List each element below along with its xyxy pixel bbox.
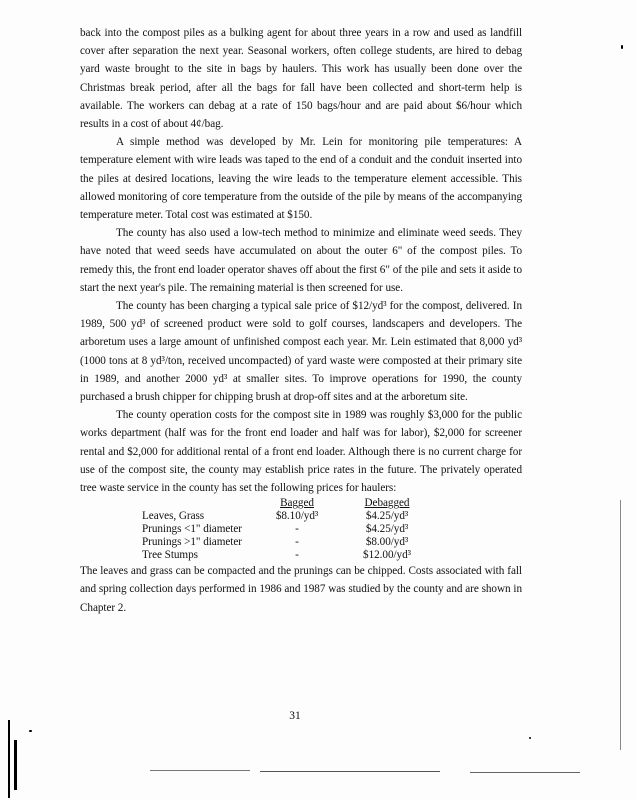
table-cell-debagged: $12.00/yd³ xyxy=(363,549,411,562)
price-table-container xyxy=(142,497,442,562)
paragraph-2: A simple method was developed by Mr. Lein for monitoring pile temperatures: A temperature element with wire leads was taped to the end of a conduit and the conduit inserted into the piles at desired locations, leaving the wire leads to the temperature element accessible. This allowed monitoring of core temperature from the outside of the pile by means of the accompanying temperature meter. Total cost was estimated at $150. xyxy=(80,136,522,222)
table-cell-debagged: $4.25/yd³ xyxy=(365,523,409,536)
table-cell-item: Prunings >1" diameter xyxy=(142,536,242,549)
scan-edge-mark xyxy=(8,720,10,798)
table-cell-item: Prunings <1" diameter xyxy=(142,523,242,536)
table-cell-bagged: - xyxy=(295,536,299,549)
table-cell-item: Leaves, Grass xyxy=(142,510,205,523)
table-row xyxy=(142,536,442,549)
table-cell-debagged: $8.00/yd³ xyxy=(365,536,409,549)
table-cell-item: Tree Stumps xyxy=(142,549,198,562)
table-cell-debagged: $4.25/yd³ xyxy=(365,510,409,523)
scan-line-mark xyxy=(150,770,250,771)
scan-line-mark xyxy=(470,772,580,773)
scan-edge-mark xyxy=(14,740,17,790)
price-table-header-item xyxy=(142,497,262,510)
table-row xyxy=(142,523,442,536)
page-number: 31 xyxy=(289,710,301,722)
scan-line-mark xyxy=(260,771,440,772)
table-cell-bagged: $8.10/yd³ xyxy=(275,510,319,523)
price-table xyxy=(142,497,442,562)
closing-paragraph: The leaves and grass can be compacted and the prunings can be chipped. Costs associated with fall and spring collection days performed in 1986 and 1987 was studied by the county and are shown in Chapter 2. xyxy=(80,565,522,614)
scan-edge-mark xyxy=(620,500,621,750)
table-cell-bagged: - xyxy=(295,549,299,562)
scan-speck xyxy=(529,737,531,739)
paragraph-1: back into the compost piles as a bulking agent for about three years in a row and used as landfill cover after separation the next year. Seasonal workers, often college students, are hired to debag yard waste brought to the site in bags by haulers. This work has usually been done over the Christmas break period, after all the bags for fall have been collected and short-term help is available. The workers can debag at a rate of 150 bags/hour and are paid about $6/hour which results in a cost of about 4¢/bag. xyxy=(80,27,522,131)
table-row xyxy=(142,510,442,523)
price-table-header-debagged: Debagged xyxy=(364,497,410,510)
scan-speck xyxy=(621,45,623,49)
price-table-header-row xyxy=(142,497,442,510)
scan-speck xyxy=(29,730,32,732)
table-row xyxy=(142,549,442,562)
price-table-header-bagged: Bagged xyxy=(280,497,314,510)
body-text xyxy=(80,24,522,617)
paragraph-5: The county operation costs for the compost site in 1989 was roughly $3,000 for the public works department (half was for the front end loader and half was for labor), $2,000 for screener rental and $2,000 for additional rental of a front end loader. Although there is no current charge for use of the compost site, the county may establish price rates in the future. The privately operated tree waste service in the county has set the following prices for haulers: xyxy=(80,409,522,495)
paragraph-4: The county has been charging a typical sale price of $12/yd³ for the compost, delivered. In 1989, 500 yd³ of screened product were sold to golf courses, landscapers and developers. The arboretum uses a large amount of unfinished compost each year. Mr. Lein estimated that 8,000 yd³ (1000 tons at 8 yd³/ton, received uncompacted) of yard waste were composted at their primary site in 1989, and another 2000 yd³ at smaller sites. To improve operations for 1990, the county purchased a brush chipper for chipping brush at drop-off sites and at the arboretum site. xyxy=(80,300,522,404)
paragraph-3: The county has also used a low-tech method to minimize and eliminate weed seeds. They have noted that weed seeds have accumulated on about the outer 6" of the compost piles. To remedy this, the front end loader operator shaves off about the first 6" of the pile and sets it aside to start the next year's pile. The remaining material is then screened for use. xyxy=(80,227,522,294)
table-cell-bagged: - xyxy=(295,523,299,536)
